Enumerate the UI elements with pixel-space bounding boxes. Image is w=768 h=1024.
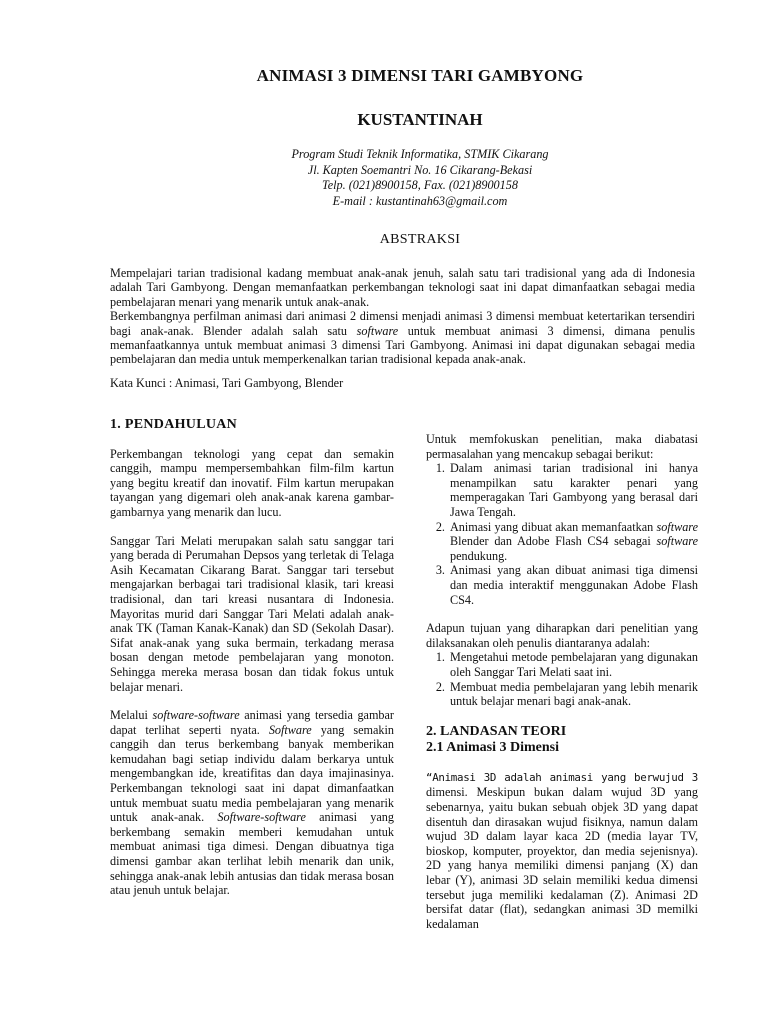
- left-column: [110, 418, 394, 912]
- affiliation-line: Program Studi Teknik Informatika, STMIK Cikarang: [291, 147, 549, 161]
- affiliation-line: Jl. Kapten Soemantri No. 16 Cikarang-Bekasi: [307, 162, 533, 177]
- body-paragraph: Sanggar Tari Melati merupakan salah satu sanggar tari yang berada di Perumahan Depsos yang terletak di Telaga Asih Kecamatan Cikarang Barat. Sanggar tari tersebut mengajarkan berbagai tari tradisional klasik, tari kreasi tradisional, dan tari kreasi nusantara di Indonesia. Mayoritas murid dari Sanggar Tari Melati adalah anak-anak TK (Taman Kanak-Kanak) dan SD (Sekolah Dasar). Sifat anak-anak yang suka bermain, terkadang merasa bosan dengan metode pembelajaran yang monoton. Sehingga mereka merasa bosan dan tidak fokus untuk belajar menari.: [110, 533, 394, 694]
- text-run: animasi yang berkembang semakin memberi kemudahan untuk membuat animasi tiga dimesi. Dengan dibuatnya tiga dimensi gambar akan terlihat lebih menarik dan unik, sehingga anak-anak lebih antusias dan tidak merasa bosan atau jenuh untuk belajar.: [110, 810, 394, 898]
- subsection-heading: 2.1 Animasi 3 Dimensi: [426, 740, 560, 756]
- affiliation-line: Telp. (021)8900158, Fax. (021)8900158: [322, 178, 518, 192]
- italic-term: software: [656, 519, 698, 534]
- list-item: 2. Membuat media pembelajaran yang lebih menarik untuk belajar menari bagi anak-anak.: [448, 680, 698, 709]
- italic-term: software-software: [152, 708, 240, 723]
- italic-term: software: [656, 534, 698, 549]
- body-paragraph: Perkembangan teknologi yang cepat dan semakin canggih, mampu mempersembahkan film-film kartun yang begitu kreatif dan inovatif. Film kartun merupakan tayangan yang digemari oleh anak-anak karena gambar-gambarnya yang menarik dan lucu.: [110, 446, 394, 519]
- list-item: 3. Animasi yang akan dibuat animasi tiga dimensi dan media interaktif menggunakan Adobe Flash CS4.: [448, 563, 698, 607]
- body-paragraph: Adapun tujuan yang diharapkan dari penelitian yang dilaksanakan oleh penulis diantaranya adalah:: [426, 621, 698, 650]
- body-paragraph: [110, 708, 394, 898]
- list-item: [448, 520, 698, 564]
- text-run: dimensi. Meskipun bukan dalam wujud 3D yang sebenarnya, yaitu bukan sebuah objek 3D yang dapat disentuh dan dirasakan wujud fisiknya, namun dalam wujud 3D dalam layar kaca 2D (media layar TV, bioskop, komputer, proyektor, dan media sejenisnya). 2D yang hanya memiliki dimensi panjang (X) dan lebar (Y), animasi 3D selain memiliki kedua dimensi tersebut juga memiliki kedalaman (Z). Animasi 2D bersifat datar (flat), sedangkan animasi 3D memilki kedalaman: [426, 785, 698, 931]
- section-heading-pendahuluan: 1. PENDAHULUAN: [110, 417, 238, 432]
- text-run: animasi yang tersedia gambar dapat terlihat seperti nyata.: [110, 708, 394, 737]
- text-run: Animasi yang dibuat akan memanfaatkan: [450, 519, 657, 534]
- list-item: 1. Mengetahui metode pembelajaran yang digunakan oleh Sanggar Tari Melati saat ini.: [448, 650, 698, 679]
- author-name: KUSTANTINAH: [357, 110, 483, 129]
- list-item: 1. Dalam animasi tarian tradisional ini hanya menampilkan satu karakter penari yang memperagakan Tari Gambyong yang berasal dari Jawa Tengah.: [448, 461, 698, 519]
- abstract-body: [110, 266, 695, 367]
- body-paragraph: [426, 770, 698, 932]
- text-run: yang semakin canggih dan terus berkembang banyak memberikan kemudahan bagi setiap individu dalam berkarya untuk mengembangkan ide, kreatifitas dan daya imajinasinya. Perkembangan teknologi saat ini dapat dimanfaatkan untuk membuat suatu media pembelajaran yang menarik untuk anak-anak.: [110, 722, 394, 825]
- italic-term: Software: [268, 722, 312, 737]
- italic-term: Software-software: [217, 810, 306, 825]
- abstract-heading: ABSTRAKSI: [379, 232, 461, 247]
- keywords: Kata Kunci : Animasi, Tari Gambyong, Blender: [110, 376, 344, 390]
- paper-title: ANIMASI 3 DIMENSI TARI GAMBYONG: [256, 66, 584, 85]
- text-run: “Animasi 3D adalah animasi yang berwujud 3: [426, 770, 698, 784]
- goals-list: [426, 650, 698, 708]
- text-run: Melalui: [110, 708, 153, 723]
- right-column: [426, 432, 698, 945]
- affiliation-block: [36, 147, 768, 209]
- text-run: Blender dan Adobe Flash CS4 sebagai: [450, 534, 657, 549]
- abstract-paragraph: [110, 309, 695, 367]
- text-run: pendukung.: [450, 548, 508, 563]
- abstract-paragraph: Mempelajari tarian tradisional kadang membuat anak-anak jenuh, salah satu tari tradisional yang ada di Indonesia adalah Tari Gambyong. Dengan memanfaatkan perkembangan teknologi saat ini dapat dimanfaatkan sebagai media pembelajaran menari yang menarik untuk anak-anak.: [110, 266, 695, 309]
- scope-list: [426, 461, 698, 607]
- text-run: untuk membuat animasi 3 dimensi, dimana penulis memanfaatkannya untuk membuat animasi 3 dimensi Tari Gambyong. Animasi ini dapat digunakan sebagai media pembelajaran dan media untuk memperkenalkan tarian tradisional kepada anak-anak.: [110, 323, 695, 367]
- affiliation-email: E-mail : kustantinah63@gmail.com: [332, 193, 508, 208]
- section-heading-landasan-teori: 2. LANDASAN TEORI: [426, 723, 567, 739]
- italic-term: software: [356, 323, 399, 338]
- body-paragraph: Untuk memfokuskan penelitian, maka diabatasi permasalahan yang mencakup sebagai berikut:: [426, 432, 698, 461]
- text-run: Berkembangnya perfilman animasi dari animasi 2 dimensi menjadi animasi 3 dimensi membuat ketertarikan tersendiri bagi anak-anak. Blender adalah salah satu: [110, 309, 695, 338]
